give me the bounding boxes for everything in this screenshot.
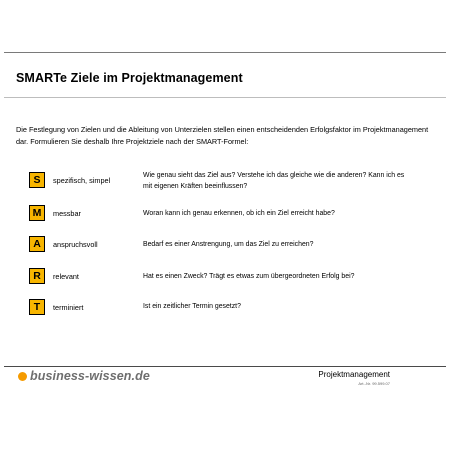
criterion-label: messbar <box>53 209 81 218</box>
letter-badge: T <box>29 299 45 315</box>
smart-row-r <box>29 268 429 286</box>
smart-row-t <box>29 299 429 317</box>
criterion-question: Wie genau sieht das Ziel aus? Verstehe ich das gleiche wie die anderen? Kann ich es mit eigenen Kräften beeinflussen? <box>143 172 405 190</box>
title-divider <box>4 97 446 98</box>
criterion-question: Hat es einen Zweck? Trägt es etwas zum übergeordneten Erfolg bei? <box>143 273 355 280</box>
footer-title: Projektmanagement <box>318 370 390 379</box>
criterion-question: Ist ein zeitlicher Termin gesetzt? <box>143 303 241 310</box>
logo-dot-icon <box>18 372 27 381</box>
smart-row-m <box>29 205 429 223</box>
smart-row-s <box>29 172 429 190</box>
article-number: Art.-Nr. 99.599.07 <box>358 381 390 386</box>
smart-row-a <box>29 236 429 254</box>
criterion-label: relevant <box>53 272 79 281</box>
letter-badge: S <box>29 172 45 188</box>
letter-badge: A <box>29 236 45 252</box>
brand-logo <box>18 367 150 385</box>
criterion-question: Bedarf es einer Anstrengung, um das Ziel zu erreichen? <box>143 241 314 248</box>
logo-text: business-wissen.de <box>30 369 150 383</box>
letter-badge: R <box>29 268 45 284</box>
criterion-label: anspruchsvoll <box>53 240 98 249</box>
letter-badge: M <box>29 205 45 221</box>
criterion-label: terminiert <box>53 303 84 312</box>
intro-paragraph: Die Festlegung von Zielen und die Ableitung von Unterzielen stellen einen entscheidenden Erfolgsfaktor im Projektmanagement dar. Formulieren Sie deshalb Ihre Projektziele nach der SMART-Formel: <box>16 125 429 146</box>
criterion-question: Woran kann ich genau erkennen, ob ich ein Ziel erreicht habe? <box>143 210 335 217</box>
top-divider <box>4 52 446 53</box>
criterion-label: spezifisch, simpel <box>53 176 111 185</box>
page-title: SMARTe Ziele im Projektmanagement <box>16 71 243 85</box>
